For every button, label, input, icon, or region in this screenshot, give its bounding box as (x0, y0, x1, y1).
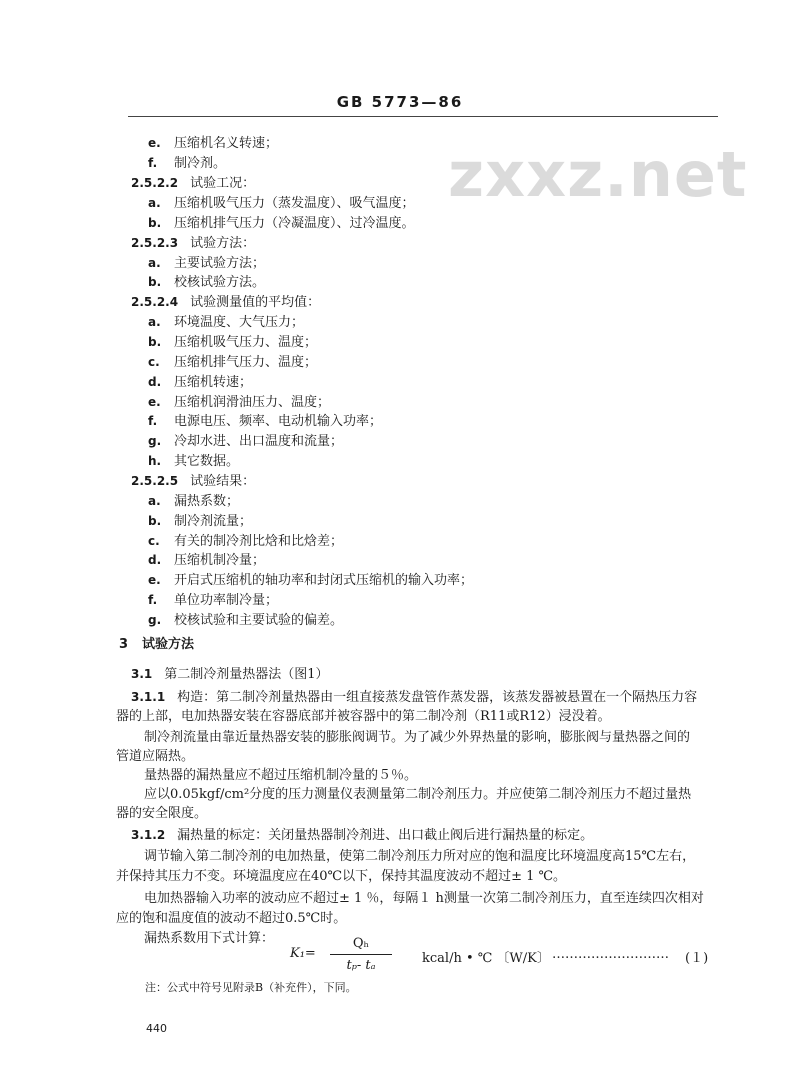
list-item: c. 压缩机排气压力、温度； (148, 355, 318, 370)
paragraph-line: 器的上部，电加热器安装在容器底部并被容器中的第二制冷剂（R11或R12）浸没着。 (116, 709, 611, 724)
list-item: a. 漏热系数； (148, 494, 240, 509)
list-item: g. 冷却水进、出口温度和流量； (148, 434, 344, 449)
list-item: f. 单位功率制冷量； (148, 593, 279, 608)
paragraph-line: 应的饱和温度值的波动不超过0.5℃时。 (116, 911, 347, 926)
list-item: b. 制冷剂流量； (148, 514, 253, 529)
list-item: h. 其它数据。 (148, 454, 240, 469)
formula-fraction (330, 935, 392, 974)
list-item: a. 压缩机吸气压力（蒸发温度）、吸气温度； (148, 196, 415, 211)
paragraph: 漏热系数用下式计算： (144, 931, 275, 946)
formula-denominator: tₚ- tₐ (346, 958, 376, 973)
paragraph: 电加热器输入功率的波动应不超过± 1 ％，每隔１ h测量一次第二制冷剂压力，直至连续四次相对 (144, 891, 704, 906)
section-heading: 2.5.2.4 试验测量值的平均值： (131, 295, 321, 310)
paragraph: 3.1.2 漏热量的标定：关闭量热器制冷剂进、出口截止阀后进行漏热量的标定。 (131, 828, 594, 843)
list-item: d. 压缩机转速； (148, 375, 253, 390)
list-item: e. 开启式压缩机的轴功率和封闭式压缩机的输入功率； (148, 573, 474, 588)
paragraph-line: 管道应隔热。 (116, 749, 195, 764)
list-item: e. 压缩机名义转速； (148, 136, 279, 151)
formula-units: kcal/h • ℃ 〔W/K〕 (422, 951, 550, 966)
watermark: zxxz.net (448, 138, 748, 211)
list-item: f. 电源电压、频率、电动机输入功率； (148, 414, 383, 429)
formula-lhs: K₁= (290, 946, 316, 961)
section-heading: 2.5.2.5 试验结果： (131, 474, 256, 489)
formula-numerator: Qₕ (352, 936, 370, 951)
list-item: f. 制冷剂。 (148, 156, 227, 171)
page-header: GB 5773—86 (336, 93, 464, 111)
paragraph: 应以0.05kgf/cm²分度的压力测量仪表测量第二制冷剂压力。并应使第二制冷剂压力不超过量热 (144, 787, 692, 802)
fraction-bar (330, 954, 392, 955)
paragraph: 3.1.1 构造：第二制冷剂量热器由一组直接蒸发盘管作蒸发器，该蒸发器被悬置在一个隔热压力容 (131, 690, 698, 705)
equation-number: (１) (685, 951, 709, 966)
section-heading: 2.5.2.2 试验工况： (131, 176, 256, 191)
section-heading: 3.1 第二制冷剂量热器法（图1） (131, 667, 329, 682)
header-rule (128, 116, 718, 117)
paragraph: 调节输入第二制冷剂的电加热量，使第二制冷剂压力所对应的饱和温度比环境温度高15℃左右， (144, 849, 696, 864)
list-item: b. 压缩机排气压力（冷凝温度）、过冷温度。 (148, 216, 415, 231)
formula (290, 935, 720, 975)
list-item: g. 校核试验和主要试验的偏差。 (148, 613, 344, 628)
footnote: 注：公式中符号见附录B（补充件），下同。 (145, 981, 357, 994)
paragraph-line: 并保持其压力不变。环境温度应在40℃以下，保持其温度波动不超过± 1 ℃。 (116, 869, 567, 884)
paragraph: 制冷剂流量由靠近量热器安装的膨胀阀调节。为了减少外界热量的影响，膨胀阀与量热器之间的 (144, 730, 691, 745)
list-item: a. 环境温度、大气压力； (148, 315, 305, 330)
list-item: a. 主要试验方法； (148, 256, 266, 271)
list-item: b. 压缩机吸气压力、温度； (148, 335, 318, 350)
page-number: 440 (146, 1022, 167, 1035)
list-item: d. 压缩机制冷量； (148, 553, 266, 568)
list-item: b. 校核试验方法。 (148, 275, 266, 290)
section-heading: 2.5.2.3 试验方法： (131, 236, 256, 251)
list-item: c. 有关的制冷剂比焓和比焓差； (148, 534, 344, 549)
paragraph: 量热器的漏热量应不超过压缩机制冷量的５％。 (144, 768, 418, 783)
list-item: e. 压缩机润滑油压力、温度； (148, 395, 331, 410)
paragraph-line: 器的安全限度。 (116, 806, 208, 821)
chapter-heading: 3 试验方法 (119, 637, 195, 652)
formula-leader-dots: ……………………… (552, 947, 669, 962)
